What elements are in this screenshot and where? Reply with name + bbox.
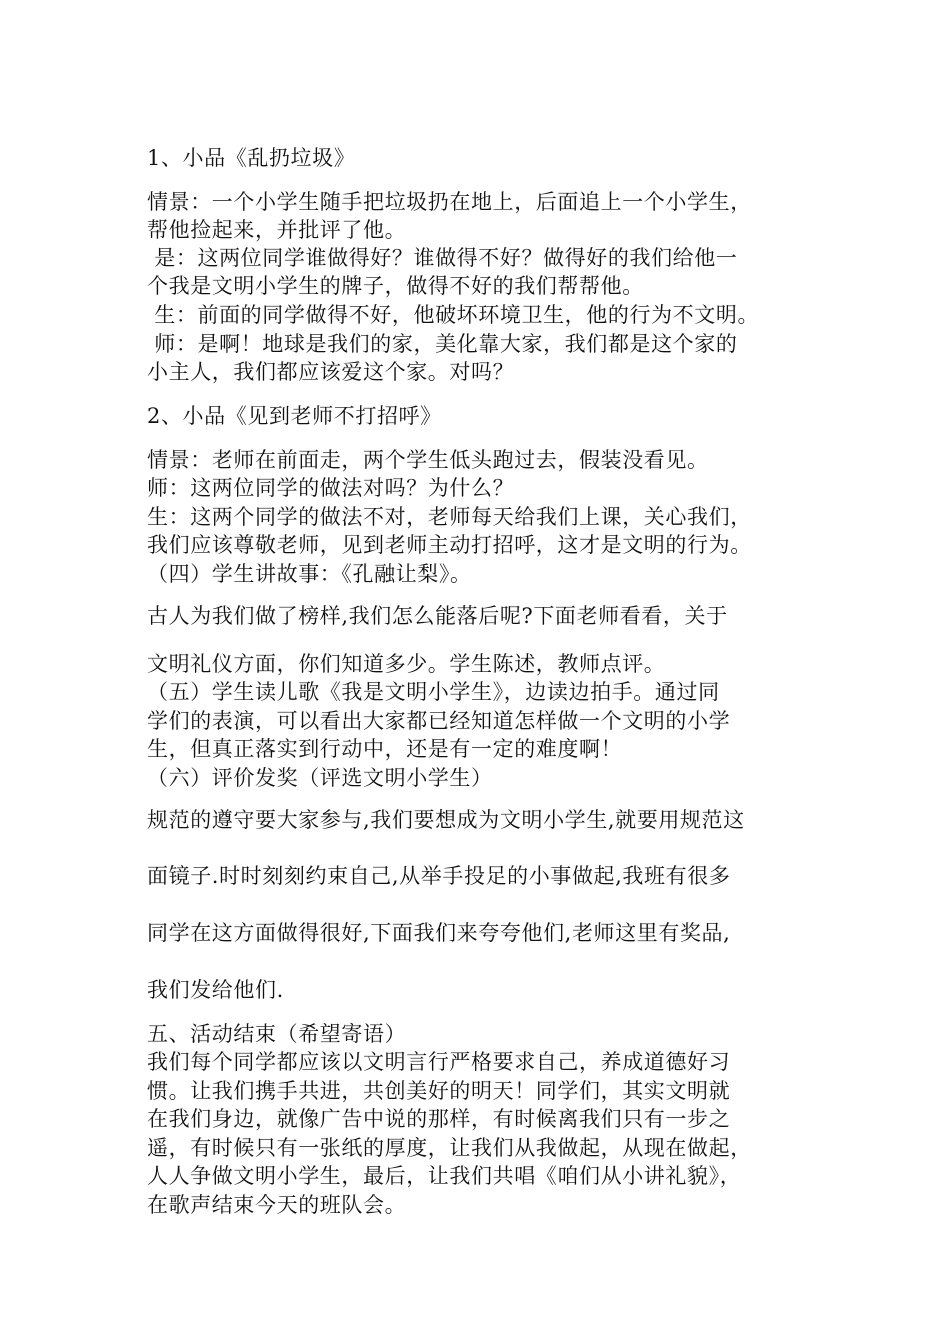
paragraph-line: 师：是啊！地球是我们的家，美化靠大家，我们都是这个家的 <box>147 332 738 356</box>
paragraph-line: 在歌声结束今天的班队会。 <box>147 1193 407 1217</box>
paragraph-line: 同学在这方面做得很好,下面我们来夸夸他们,老师这里有奖品, <box>147 921 731 945</box>
paragraph-line: 情景：一个小学生随手把垃圾扔在地上，后面追上一个小学生， <box>147 190 752 214</box>
paragraph-line: 文明礼仪方面，你们知道多少。学生陈述，教师点评。 <box>147 652 666 676</box>
heading-skit-1: 1、小品《乱扔垃圾》 <box>147 146 356 170</box>
paragraph-line: 我们发给他们. <box>147 978 284 1002</box>
section-heading: （五）学生读儿歌《我是文明小学生》，边读边拍手。通过同 <box>147 680 720 704</box>
paragraph-line: 是：这两位同学谁做得好？谁做得不好？做得好的我们给他一 <box>147 246 738 270</box>
paragraph-line: 帮他捡起来，并批评了他。 <box>147 218 407 242</box>
paragraph-line: 学们的表演，可以看出大家都已经知道怎样做一个文明的小学 <box>147 709 731 733</box>
paragraph-line: 生：这两个同学的做法不对，老师每天给我们上课，关心我们， <box>147 505 752 529</box>
paragraph-line: 面镜子.时时刻刻约束自己,从举手投足的小事做起,我班有很多 <box>147 864 731 888</box>
section-heading: （四）学生讲故事：《孔融让梨》。 <box>147 562 472 586</box>
paragraph-line: 情景：老师在前面走，两个学生低头跑过去，假装没看见。 <box>147 448 709 472</box>
paragraph-line: 我们每个同学都应该以文明言行严格要求自己，养成道德好习 <box>147 1050 731 1074</box>
paragraph-line: 个我是文明小学生的牌子，做得不好的我们帮帮他。 <box>147 274 644 298</box>
paragraph-line: 在我们身边，就像广告中说的那样，有时候离我们只有一步之 <box>147 1107 731 1131</box>
paragraph-line: 惯。让我们携手共进，共创美好的明天！同学们，其实文明就 <box>147 1079 731 1103</box>
paragraph-line: 人人争做文明小学生，最后，让我们共唱《咱们从小讲礼貌》， <box>147 1164 742 1188</box>
paragraph-line: 遥，有时候只有一张纸的厚度，让我们从我做起，从现在做起， <box>147 1136 752 1160</box>
paragraph-line: 师：这两位同学的做法对吗？为什么？ <box>147 476 515 500</box>
paragraph-line: 小主人，我们都应该爱这个家。对吗？ <box>147 360 515 384</box>
paragraph-line: 生：前面的同学做得不好，他破坏环境卫生，他的行为不文明。 <box>147 303 760 327</box>
paragraph-line: 生，但真正落实到行动中，还是有一定的难度啊！ <box>147 737 623 761</box>
section-heading: （六）评价发奖（评选文明小学生） <box>147 766 493 790</box>
paragraph-line: 古人为我们做了榜样,我们怎么能落后呢?下面老师看看，关于 <box>147 604 728 628</box>
section-heading: 五、活动结束（希望寄语） <box>147 1022 407 1046</box>
heading-skit-2: 2、小品《见到老师不打招呼》 <box>147 404 442 428</box>
paragraph-line: 规范的遵守要大家参与,我们要想成为文明小学生,就要用规范这 <box>147 808 745 832</box>
paragraph-line: 我们应该尊敬老师，见到老师主动打招呼，这才是文明的行为。 <box>147 533 752 557</box>
